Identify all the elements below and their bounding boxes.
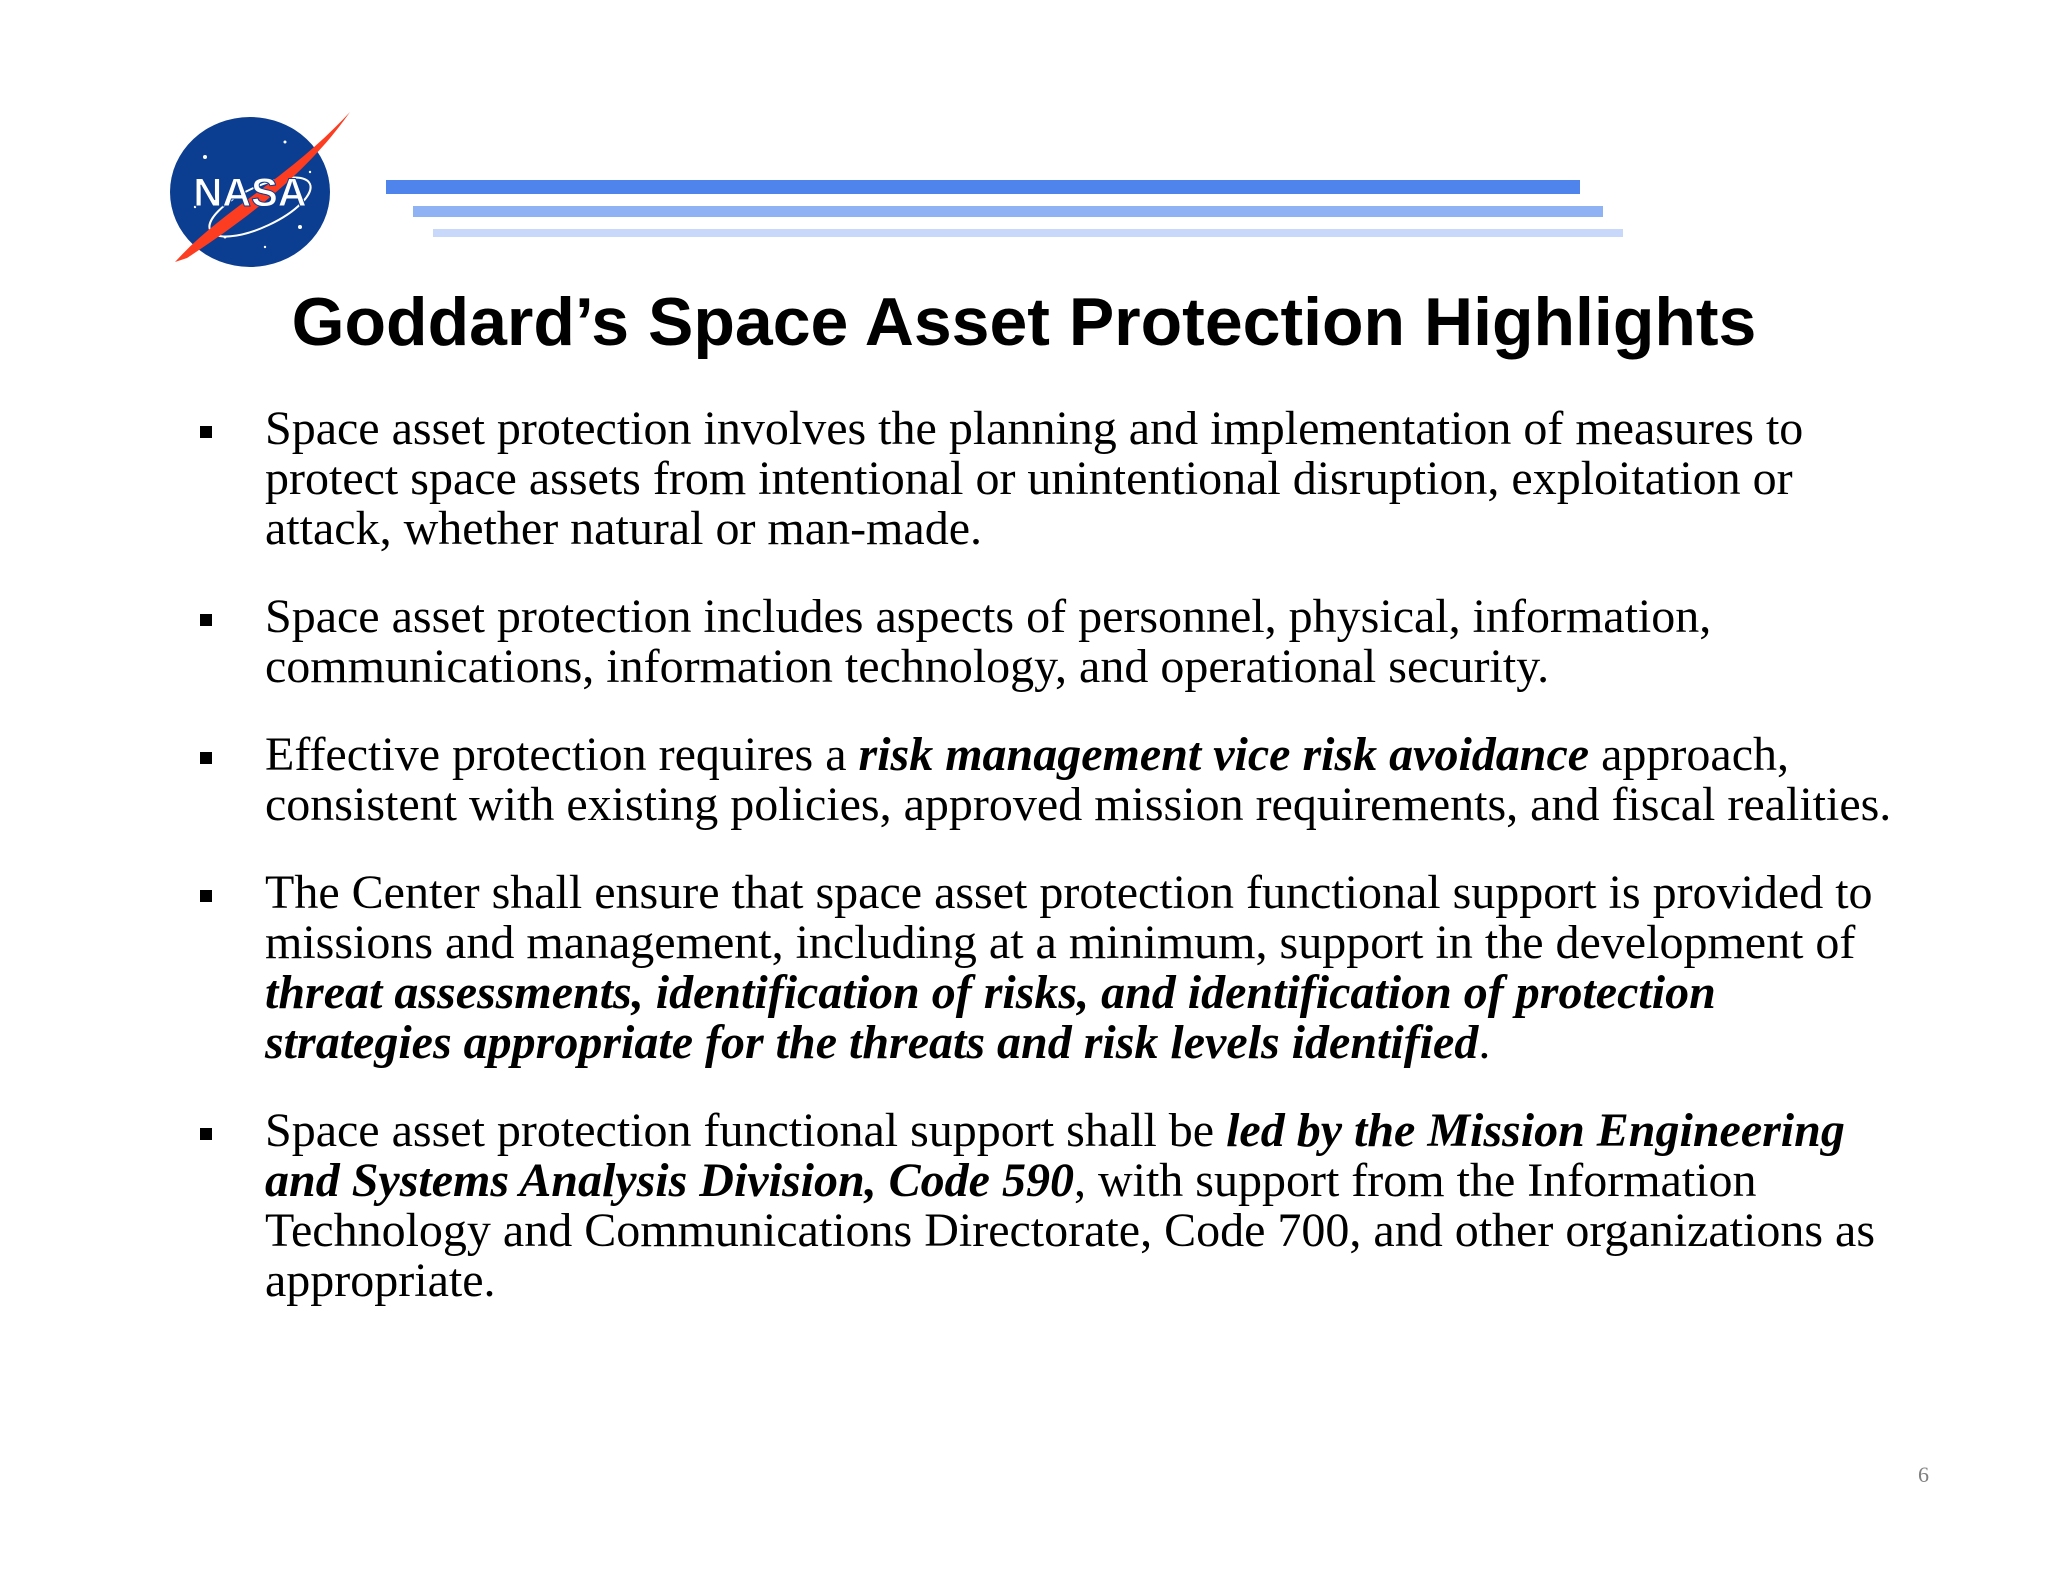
bullet-item bbox=[200, 868, 1900, 1068]
bullet-text: Space asset protection involves the planning and implementation of measures to protect space assets from intentional or unintentional disruption, exploitation or attack, whether natural or man-made. bbox=[265, 402, 1804, 555]
bullet-square-icon bbox=[200, 614, 212, 626]
bullet-item bbox=[200, 1106, 1900, 1306]
bullet-item bbox=[200, 404, 1900, 554]
header-bar-tertiary bbox=[433, 229, 1623, 237]
bullet-text: The Center shall ensure that space asset protection functional support is provided to missions and management, including at a minimum, support in the development of bbox=[265, 866, 1873, 969]
slide-title: Goddard’s Space Asset Protection Highlights bbox=[291, 284, 1757, 360]
bullet-text: approach, consistent with existing policies, approved mission requirements, and fiscal realities. bbox=[265, 728, 1892, 831]
bullet-text: , with support from the Information Technology and Communications Directorate, Code 700, and other organizations as appropriate. bbox=[265, 1154, 1876, 1307]
bullet-item bbox=[200, 592, 1900, 692]
bullet-emphasis: led by the Mission Engineering and Systems Analysis Division, Code 590 bbox=[265, 1104, 1845, 1207]
bullet-square-icon bbox=[200, 426, 212, 438]
nasa-logo-icon bbox=[165, 112, 355, 268]
page-number: 6 bbox=[1918, 1462, 1929, 1487]
bullet-item bbox=[200, 730, 1900, 830]
bullet-square-icon bbox=[200, 752, 212, 764]
bullet-emphasis: threat assessments, identification of risks, and identification of protection strategies appropriate for the threats and risk levels identified bbox=[265, 966, 1716, 1069]
bullet-text: Space asset protection includes aspects of personnel, physical, information, communications, information technology, and operational security. bbox=[265, 590, 1712, 693]
bullet-text: Effective protection requires a bbox=[265, 728, 859, 781]
bullet-text: . bbox=[1478, 1016, 1491, 1069]
bullet-text: Space asset protection functional support shall be bbox=[265, 1104, 1227, 1157]
bullet-emphasis: risk management vice risk avoidance bbox=[858, 728, 1590, 781]
header-bar-secondary bbox=[413, 206, 1603, 217]
bullet-square-icon bbox=[200, 1128, 212, 1140]
bullet-square-icon bbox=[200, 890, 212, 902]
bullet-list bbox=[200, 404, 1900, 1344]
nasa-logo-text: NASA bbox=[193, 171, 307, 215]
header-bar-primary bbox=[386, 180, 1580, 194]
